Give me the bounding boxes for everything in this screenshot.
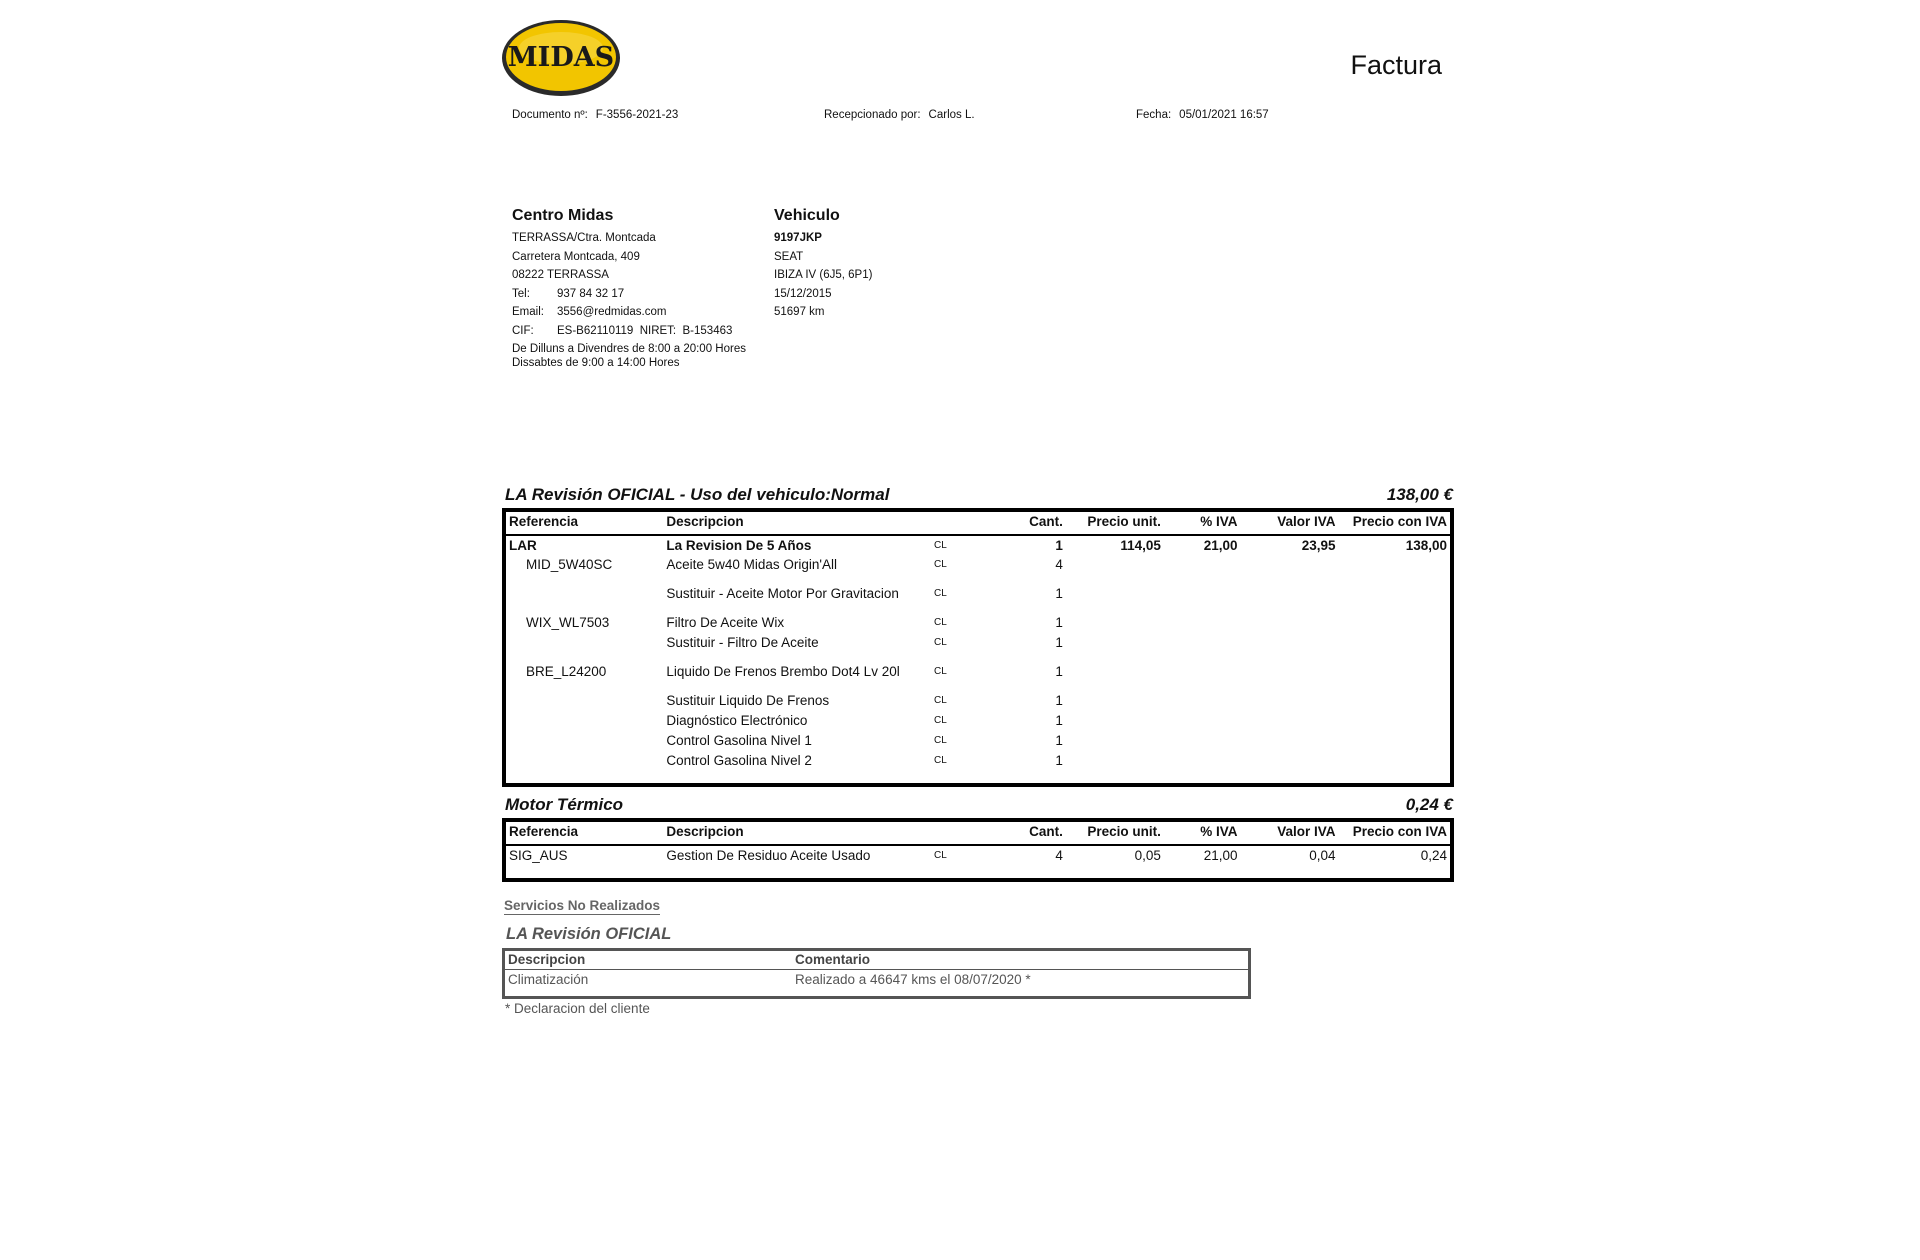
table-row: Sustituir - Aceite Motor Por Gravitacion CL 1 xyxy=(666,586,1063,601)
centro-block xyxy=(512,207,772,370)
vehicle-title: Vehiculo xyxy=(774,207,840,224)
col-precio-unit: Precio unit. xyxy=(1087,824,1161,839)
section1-total: 138,00 € xyxy=(1386,485,1453,504)
vehicle-model: IBIZA IV (6J5, 6P1) xyxy=(774,269,873,281)
svg-text:MIDAS: MIDAS xyxy=(507,42,615,73)
table-row: BRE_L24200 Liquido De Frenos Brembo Dot4 Lv 20l CL 1 xyxy=(526,664,1063,679)
vehicle-registration-date: 15/12/2015 xyxy=(774,287,832,300)
col-comentario: Comentario xyxy=(795,952,871,967)
centro-cif: CIF: ES-B62110119 NIRET: B-153463 xyxy=(512,324,733,337)
vehicle-brand: SEAT xyxy=(774,250,804,263)
col-referencia: Referencia xyxy=(509,824,579,839)
section2-title: Motor Térmico xyxy=(505,795,624,814)
centro-address-3: 08222 TERRASSA xyxy=(512,269,609,281)
vehicle-block xyxy=(774,207,994,322)
midas-logo xyxy=(500,18,622,98)
col-cl xyxy=(931,822,1023,845)
table-header xyxy=(505,951,1248,970)
vehicle-plate: 9197JKP xyxy=(774,232,822,244)
section1-table xyxy=(502,508,1454,787)
section2-table xyxy=(502,818,1454,882)
received-by: Recepcionado por: Carlos L. xyxy=(824,109,975,121)
section2-total: 0,24 € xyxy=(1405,795,1453,814)
not-performed-subtitle: LA Revisión OFICIAL xyxy=(506,925,672,943)
table-header xyxy=(506,512,1450,535)
col-referencia: Referencia xyxy=(509,514,579,529)
col-valor-iva: Valor IVA xyxy=(1277,514,1336,529)
table-row: MID_5W40SC Aceite 5w40 Midas Origin'All CL 4 xyxy=(526,557,1063,572)
table-row: Control Gasolina Nivel 1 CL 1 xyxy=(666,733,1063,748)
table-row: Control Gasolina Nivel 2 CL 1 xyxy=(666,753,1063,768)
col-iva: % IVA xyxy=(1200,824,1238,839)
document-title: Factura xyxy=(1350,50,1442,80)
col-precio-con-iva: Precio con IVA xyxy=(1352,824,1447,839)
centro-tel: Tel: 937 84 32 17 xyxy=(512,287,625,300)
document-date: Fecha: 05/01/2021 16:57 xyxy=(1136,109,1269,121)
col-descripcion: Descripcion xyxy=(508,952,586,967)
col-cantidad: Cant. xyxy=(1029,514,1063,529)
table-row: LAR La Revision De 5 Años CL 1 114,05 21,00 23,95 138,00 xyxy=(509,537,1447,553)
col-cantidad: Cant. xyxy=(1029,824,1063,839)
not-performed-title: Servicios No Realizados xyxy=(504,898,661,913)
table-row: Diagnóstico Electrónico CL 1 xyxy=(666,713,1063,728)
col-valor-iva: Valor IVA xyxy=(1277,824,1336,839)
not-performed-table xyxy=(502,948,1251,999)
centro-hours-saturday: Dissabtes de 9:00 a 14:00 Hores xyxy=(512,357,680,369)
centro-email: Email: 3556@redmidas.com xyxy=(512,306,667,318)
centro-hours-weekdays: De Dilluns a Divendres de 8:00 a 20:00 Hores xyxy=(512,343,746,355)
table-row: WIX_WL7503 Filtro De Aceite Wix CL 1 xyxy=(526,615,1063,630)
vehicle-mileage: 51697 km xyxy=(774,306,825,318)
document-number: Documento nº: F-3556-2021-23 xyxy=(512,109,679,121)
section1-title: LA Revisión OFICIAL - Uso del vehiculo:Normal xyxy=(505,485,890,504)
col-descripcion: Descripcion xyxy=(666,824,744,839)
client-declaration-note: * Declaracion del cliente xyxy=(505,1001,650,1016)
col-iva: % IVA xyxy=(1200,514,1238,529)
centro-title: Centro Midas xyxy=(512,207,614,224)
col-cl xyxy=(931,512,1023,535)
centro-address-1: TERRASSA/Ctra. Montcada xyxy=(512,232,656,244)
table-row: Climatización Realizado a 46647 kms el 08/07/2020 * xyxy=(508,972,1031,987)
col-descripcion: Descripcion xyxy=(666,514,744,529)
col-precio-unit: Precio unit. xyxy=(1087,514,1161,529)
table-row: Sustituir - Filtro De Aceite CL 1 xyxy=(666,635,1063,650)
table-row: SIG_AUS Gestion De Residuo Aceite Usado CL 4 0,05 21,00 0,04 0,24 xyxy=(509,847,1447,863)
table-row: Sustituir Liquido De Frenos CL 1 xyxy=(666,693,1063,708)
col-precio-con-iva: Precio con IVA xyxy=(1352,514,1447,529)
centro-address-2: Carretera Montcada, 409 xyxy=(512,250,640,263)
table-header xyxy=(506,822,1450,845)
